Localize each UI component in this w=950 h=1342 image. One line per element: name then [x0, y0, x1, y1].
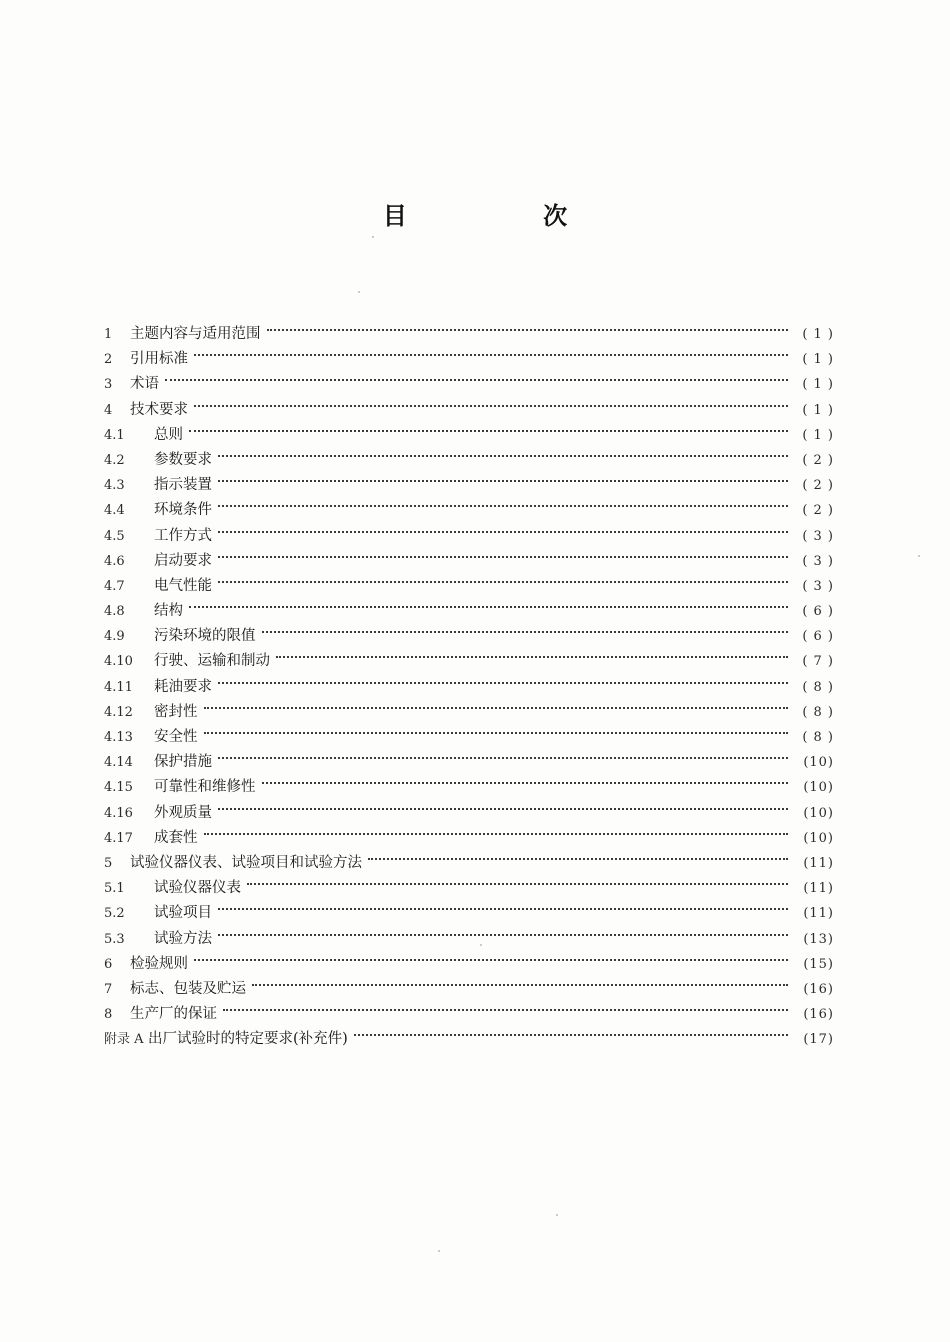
toc-entry-number: 4.3: [104, 478, 125, 494]
toc-dot-leader: [218, 741, 788, 766]
toc-dot-leader: [204, 817, 789, 842]
scan-speck: [438, 1250, 440, 1252]
toc-entry-page: ( 7 ): [802, 654, 834, 670]
toc-dot-leader: [194, 338, 788, 363]
toc-entry-title: 环境条件: [154, 502, 212, 519]
scan-speck: [372, 236, 374, 238]
toc-entry-title: 生产厂的保证: [130, 1006, 217, 1023]
toc-entry-number: 2: [104, 352, 113, 368]
toc-entry-number: 4.4: [104, 503, 125, 519]
toc-entry-page: ( 8 ): [802, 679, 834, 695]
toc-dot-leader: [223, 993, 788, 1018]
toc-entry-title: 试验仪器仪表: [154, 880, 241, 897]
toc-entry-page: ( 1 ): [802, 327, 834, 342]
toc-entry-page: ( 1 ): [802, 352, 834, 368]
toc-dot-leader: [194, 943, 788, 968]
toc-dot-leader: [218, 565, 788, 590]
toc-entry-number: 4.8: [104, 604, 125, 620]
toc-dot-leader: [218, 439, 788, 464]
toc-entry: [104, 918, 834, 947]
toc-entry-page: ( 2 ): [802, 478, 834, 494]
toc-entry: [104, 842, 834, 871]
toc-dot-leader: [262, 766, 789, 791]
toc-entry-number: 4: [104, 402, 113, 418]
toc-entry-number: 5.2: [104, 906, 125, 922]
toc-dot-leader: [204, 716, 789, 741]
toc-dot-leader: [252, 968, 788, 993]
toc-entry-page: ( 1 ): [802, 377, 834, 393]
toc-entry-title: 试验项目: [154, 905, 212, 922]
toc-entry-number: 4.5: [104, 528, 125, 544]
toc-entry-number: 4.1: [104, 427, 125, 443]
toc-dot-leader: [218, 515, 788, 540]
toc-entry: [104, 716, 834, 745]
toc-entry-title: 标志、包装及贮运: [130, 980, 246, 997]
toc-entry: [104, 313, 834, 342]
toc-entry-number: 5: [104, 855, 113, 871]
toc-dot-leader: [368, 842, 788, 867]
toc-entry-page: (10): [803, 805, 834, 821]
toc-entry: [104, 439, 834, 468]
toc-entry-number: 3: [104, 377, 113, 393]
toc-entry-title: 试验方法: [154, 930, 212, 947]
toc-entry-page: (16): [803, 1007, 834, 1023]
toc-entry-title: 工作方式: [154, 527, 212, 544]
toc-entry: [104, 817, 834, 846]
toc-entry-number: 4.6: [104, 553, 125, 569]
scan-speck: [358, 291, 360, 293]
toc-entry-page: ( 8 ): [802, 730, 834, 745]
toc-entry-title: 主题内容与适用范围: [130, 326, 261, 342]
toc-entry-page: (17): [803, 1032, 834, 1048]
toc-dot-leader: [218, 464, 788, 489]
toc-entry: [104, 389, 834, 418]
toc-entry-page: ( 6 ): [802, 604, 834, 620]
toc-entry-title: 引用标准: [130, 351, 188, 368]
scan-speck: [918, 555, 920, 557]
toc-entry-page: (11): [803, 855, 834, 871]
toc-entry-title: 外观质量: [154, 804, 212, 821]
toc-dot-leader: [194, 389, 788, 414]
toc-entry-page: ( 2 ): [802, 503, 834, 519]
toc-dot-leader: [204, 691, 789, 716]
toc-entry-page: ( 1 ): [802, 402, 834, 418]
toc-entry-title: 技术要求: [130, 401, 188, 418]
toc-entry-title: 安全性: [154, 729, 198, 745]
toc-entry: [104, 363, 834, 393]
toc-dot-leader: [165, 363, 788, 388]
toc-entry: [104, 741, 834, 771]
toc-entry-number: 4.14: [104, 755, 133, 771]
toc-entry: [104, 766, 834, 796]
toc-entry: [104, 414, 834, 443]
toc-entry-title: 可靠性和维修性: [154, 779, 256, 796]
toc-entry-page: ( 6 ): [802, 629, 834, 645]
toc-entry-number: 4.17: [104, 830, 133, 846]
toc-entry-page: (13): [803, 931, 834, 947]
toc-dot-leader: [189, 590, 788, 615]
toc-dot-leader: [218, 540, 788, 565]
toc-entry-title: 耗油要求: [154, 678, 212, 695]
toc-entry: [104, 540, 834, 569]
scan-speck: [556, 1214, 558, 1216]
toc-entry-title: 指示装置: [154, 477, 212, 494]
toc-entry-number: 4.10: [104, 654, 133, 670]
toc-entry-title: 行驶、运输和制动: [154, 653, 270, 670]
toc-entry: [104, 590, 834, 620]
toc-entry-page: (16): [803, 981, 834, 997]
toc-entry: [104, 615, 834, 645]
toc-entry-page: ( 8 ): [802, 704, 834, 720]
toc-entry: [104, 489, 834, 519]
toc-entry-title: 试验仪器仪表、试验项目和试验方法: [130, 854, 362, 871]
toc-dot-leader: [218, 892, 788, 917]
toc-dot-leader: [267, 313, 789, 338]
toc-entry-page: ( 2 ): [802, 452, 834, 468]
toc-entry: [104, 338, 834, 368]
toc-entry-number: 4.13: [104, 730, 133, 745]
toc-entry-number: 1: [104, 327, 113, 342]
toc-entry-page: (15): [803, 956, 834, 972]
toc-entry-title: 术语: [130, 376, 159, 393]
toc-entry-number: 4.11: [104, 679, 133, 695]
scan-speck: [480, 944, 482, 946]
toc-entry-number: 4.2: [104, 452, 125, 468]
toc-dot-leader: [218, 666, 788, 691]
toc-entry-number: 4.12: [104, 704, 133, 720]
toc-dot-leader: [218, 918, 788, 943]
toc-dot-leader: [262, 615, 789, 640]
toc-entry: [104, 691, 834, 720]
toc-entry: [104, 565, 834, 594]
toc-dot-leader: [276, 640, 788, 665]
toc-entry-title: 检验规则: [130, 955, 188, 972]
toc-entry-title: 参数要求: [154, 451, 212, 468]
toc-entry-number: 7: [104, 981, 113, 997]
toc-entry: [104, 968, 834, 997]
toc-entry-title: 结构: [154, 603, 183, 620]
toc-entry-page: (10): [803, 830, 834, 846]
toc-entry-title: 电气性能: [154, 577, 212, 594]
toc-dot-leader: [247, 867, 788, 892]
toc-dot-leader: [189, 414, 788, 439]
toc-entry-page: (11): [803, 881, 834, 897]
toc-entry-number: 4.16: [104, 805, 133, 821]
toc-entry-title: 总则: [154, 426, 183, 443]
toc-entry-page: ( 3 ): [802, 528, 834, 544]
toc-entry-title: 保护措施: [154, 754, 212, 771]
toc-title: 目 次: [382, 202, 632, 230]
toc-entry-page: (10): [803, 780, 834, 796]
toc-entry-title: 启动要求: [154, 552, 212, 569]
toc-entry-page: (11): [803, 906, 834, 922]
toc-entry-number: 6: [104, 956, 113, 972]
toc-entry-page: ( 1 ): [802, 427, 834, 443]
toc-entry-number: 附录 A: [104, 1032, 144, 1048]
toc-entry: [104, 515, 834, 544]
toc-dot-leader: [218, 792, 788, 817]
toc-dot-leader: [218, 489, 788, 514]
table-of-contents: [104, 313, 834, 1048]
toc-entry-title: 出厂试验时的特定要求(补充件): [148, 1031, 348, 1048]
toc-entry-title: 成套性: [154, 829, 198, 846]
toc-entry: [104, 943, 834, 972]
toc-entry-page: ( 3 ): [802, 578, 834, 594]
toc-entry-number: 4.7: [104, 578, 125, 594]
toc-entry: [104, 464, 834, 494]
toc-entry-title: 污染环境的限值: [154, 628, 256, 645]
toc-entry-page: (10): [803, 755, 834, 771]
toc-entry-number: 4.9: [104, 629, 125, 645]
toc-dot-leader: [354, 1018, 788, 1043]
toc-entry-number: 8: [104, 1007, 113, 1023]
toc-entry-title: 密封性: [154, 703, 198, 720]
toc-entry-number: 4.15: [104, 780, 133, 796]
toc-entry-page: ( 3 ): [802, 553, 834, 569]
toc-entry-number: 5.3: [104, 931, 125, 947]
toc-entry-number: 5.1: [104, 881, 125, 897]
